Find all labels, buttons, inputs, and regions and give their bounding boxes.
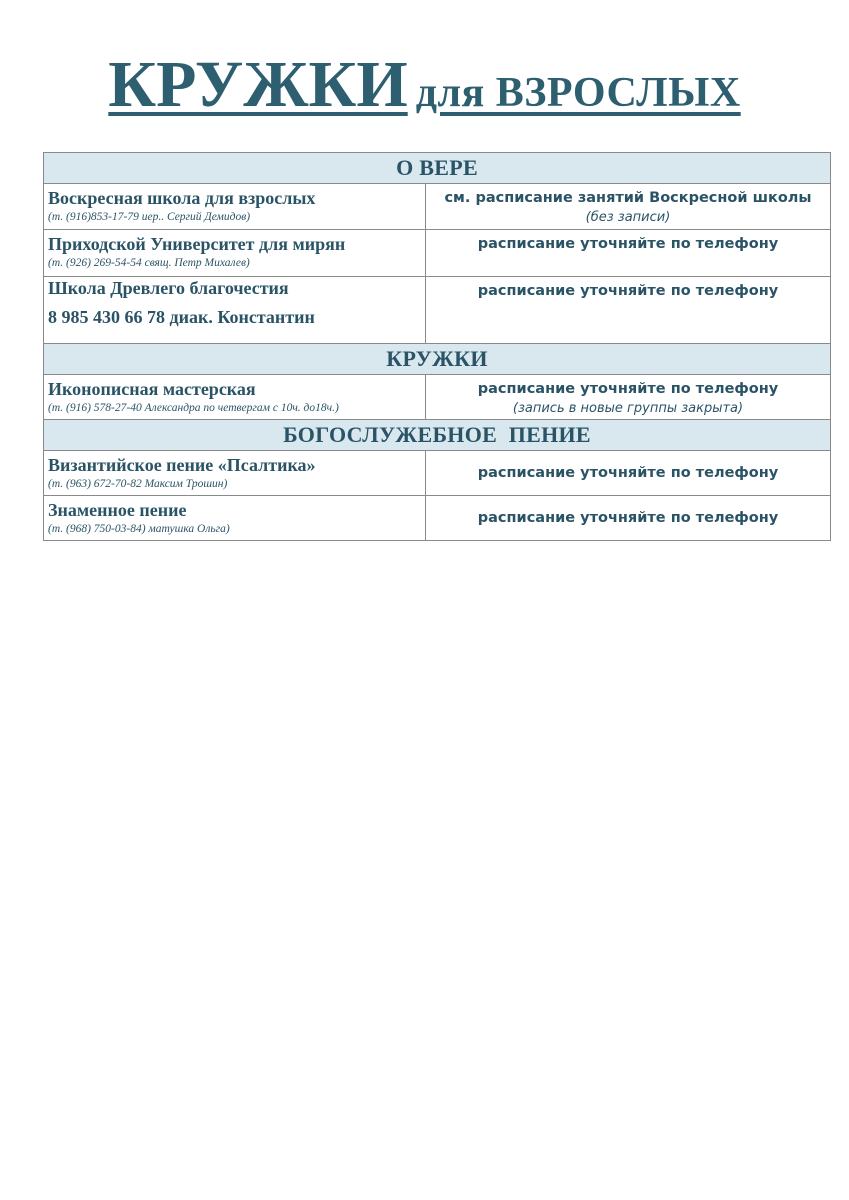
entry-name: Школа Древлего благочестия — [48, 278, 289, 298]
entry-contact: (т. (916)853-17-79 иер.. Сергий Демидов) — [48, 211, 251, 223]
entry-name: Знаменное пение — [48, 500, 187, 520]
entry-contact: (т. (916) 578-27-40 Александра по четвергам с 10ч. до18ч.) — [48, 402, 339, 414]
entry-contact: (т. (968) 750-03-84) матушка Ольга) — [48, 523, 230, 535]
section-heading: БОГОСЛУЖЕБНОЕ ПЕНИЕ — [44, 420, 831, 451]
entry-schedule — [426, 277, 831, 344]
entry-name: Византийское пение «Псалтика» — [48, 455, 316, 475]
section-header-clubs — [44, 344, 831, 375]
title-main: КРУЖКИ — [108, 48, 408, 121]
table-row — [44, 375, 831, 420]
schedule-text: расписание уточняйте по телефону — [477, 510, 779, 526]
schedule-text: расписание уточняйте по телефону — [477, 283, 779, 299]
page-title — [0, 48, 849, 121]
entry-schedule — [426, 451, 831, 496]
entry-info — [44, 277, 426, 344]
schedule-text: расписание уточняйте по телефону — [477, 381, 779, 397]
schedule-note: (запись в новые группы закрыта) — [512, 401, 744, 416]
table-row — [44, 496, 831, 541]
section-heading: О ВЕРЕ — [44, 153, 831, 184]
schedule-text: см. расписание занятий Воскресной школы — [444, 190, 812, 206]
table-row — [44, 184, 831, 230]
entry-info — [44, 496, 426, 541]
entry-name: Иконописная мастерская — [48, 379, 256, 399]
entry-info — [44, 230, 426, 277]
table-row — [44, 230, 831, 277]
entry-schedule — [426, 230, 831, 277]
entry-contact: (т. (963) 672-70-82 Максим Трошин) — [48, 478, 228, 490]
schedule-text: расписание уточняйте по телефону — [477, 236, 779, 252]
entry-name: Приходской Университет для мирян — [48, 234, 346, 254]
section-header-liturgical-singing — [44, 420, 831, 451]
schedule-table — [43, 152, 831, 541]
entry-schedule — [426, 496, 831, 541]
entry-info — [44, 451, 426, 496]
schedule-note: (без записи) — [585, 210, 671, 225]
entry-schedule — [426, 184, 831, 230]
table-row — [44, 451, 831, 496]
title-sub: для ВЗРОСЛЫХ — [415, 70, 741, 116]
section-heading: КРУЖКИ — [44, 344, 831, 375]
section-header-faith — [44, 153, 831, 184]
entry-phone: 8 985 430 66 78 диак. Константин — [48, 307, 315, 327]
entry-info — [44, 184, 426, 230]
entry-info — [44, 375, 426, 420]
schedule-text: расписание уточняйте по телефону — [477, 465, 779, 481]
entry-name: Воскресная школа для взрослых — [48, 188, 316, 208]
table-row — [44, 277, 831, 344]
entry-contact: (т. (926) 269-54-54 свящ. Петр Михалев) — [48, 257, 250, 269]
entry-schedule — [426, 375, 831, 420]
